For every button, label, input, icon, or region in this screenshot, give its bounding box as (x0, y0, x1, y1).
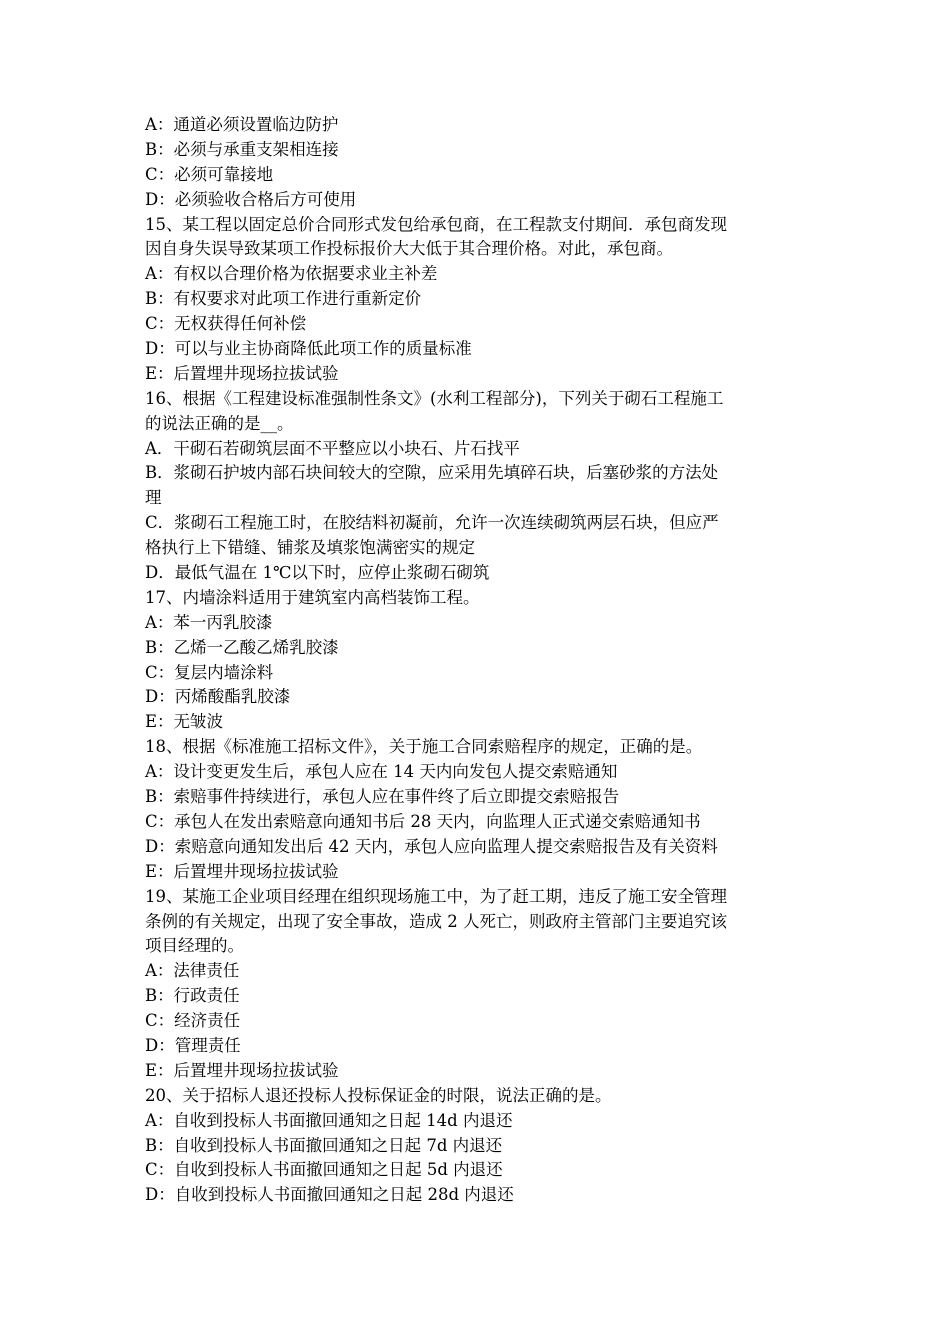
text-line: C．浆砌石工程施工时，在胶结料初凝前，允许一次连续砌筑两层石块，但应严 (145, 513, 719, 533)
text-line: 的说法正确的是__。 (145, 413, 294, 433)
text-line: D．最低气温在 1℃以下时，应停止浆砌石砌筑 (145, 563, 490, 583)
text-line: A：苯一丙乳胶漆 (145, 612, 273, 632)
text-line: C：复层内墙涂料 (145, 662, 274, 682)
text-line: E：后置埋井现场拉拔试验 (145, 1060, 339, 1080)
text-line: 格执行上下错缝、铺浆及填浆饱满密实的规定 (145, 538, 475, 558)
text-line: B：乙烯一乙酸乙烯乳胶漆 (145, 637, 339, 657)
text-line: B．浆砌石护坡内部石块间较大的空隙，应采用先填碎石块，后塞砂浆的方法处 (145, 463, 719, 483)
text-line: E：无皱波 (145, 712, 224, 732)
text-line: A．干砌石若砌筑层面不平整应以小块石、片石找平 (145, 438, 520, 458)
text-line: C：自收到投标人书面撤回通知之日起 5d 内退还 (145, 1160, 503, 1180)
question-20: 20、关于招标人退还投标人投标保证金的时限，说法正确的是。 (145, 1085, 612, 1105)
text-line: 理 (145, 488, 162, 508)
question-16: 16、根据《工程建设标准强制性条文》(水利工程部分)，下列关于砌石工程施工 (145, 388, 724, 408)
text-line: D：索赔意向通知发出后 42 天内，承包人应向监理人提交索赔报告及有关资料 (145, 836, 718, 856)
text-line: D：自收到投标人书面撤回通知之日起 28d 内退还 (145, 1185, 514, 1205)
text-line: B：索赔事件持续进行，承包人应在事件终了后立即提交索赔报告 (145, 787, 620, 807)
text-line: C：无权获得任何补偿 (145, 314, 307, 334)
text-line: E：后置埋井现场拉拔试验 (145, 861, 339, 881)
text-line: C：必须可靠接地 (145, 164, 274, 184)
question-18: 18、根据《标准施工招标文件》，关于施工合同索赔程序的规定，正确的是。 (145, 737, 703, 757)
text-line: D：丙烯酸酯乳胶漆 (145, 687, 291, 707)
text-line: A：设计变更发生后，承包人应在 14 天内向发包人提交索赔通知 (145, 762, 618, 782)
text-line: A：法律责任 (145, 961, 240, 981)
text-line: D：可以与业主协商降低此项工作的质量标准 (145, 339, 472, 359)
text-line: A：有权以合理价格为依据要求业主补差 (145, 264, 438, 284)
text-line: 项目经理的。 (145, 936, 244, 956)
text-line: 条例的有关规定，出现了安全事故，造成 2 人死亡，则政府主管部门主要追究该 (145, 911, 727, 931)
question-15: 15、某工程以固定总价合同形式发包给承包商，在工程款支付期间．承包商发现 (145, 214, 727, 234)
text-line: C：经济责任 (145, 1011, 241, 1031)
question-17: 17、内墙涂料适用于建筑室内高档装饰工程。 (145, 587, 480, 607)
text-line: B：自收到投标人书面撤回通知之日起 7d 内退还 (145, 1135, 503, 1155)
text-line: B：行政责任 (145, 986, 240, 1006)
text-line: C：承包人在发出索赔意向通知书后 28 天内，向监理人正式递交索赔通知书 (145, 811, 701, 831)
document-body (145, 113, 810, 1208)
text-line: E：后置埋井现场拉拔试验 (145, 363, 339, 383)
question-19: 19、某施工企业项目经理在组织现场施工中，为了赶工期，违反了施工安全管理 (145, 886, 727, 906)
text-line: A：通道必须设置临边防护 (145, 115, 339, 134)
text-line: D：管理责任 (145, 1035, 241, 1055)
text-line: A：自收到投标人书面撤回通知之日起 14d 内退还 (145, 1110, 513, 1130)
text-line: B：有权要求对此项工作进行重新定价 (145, 289, 422, 309)
text-line: 因自身失误导致某项工作投标报价大大低于其合理价格。对此，承包商。 (145, 239, 673, 259)
text-line: D：必须验收合格后方可使用 (145, 189, 357, 209)
text-line: B：必须与承重支架相连接 (145, 139, 339, 159)
